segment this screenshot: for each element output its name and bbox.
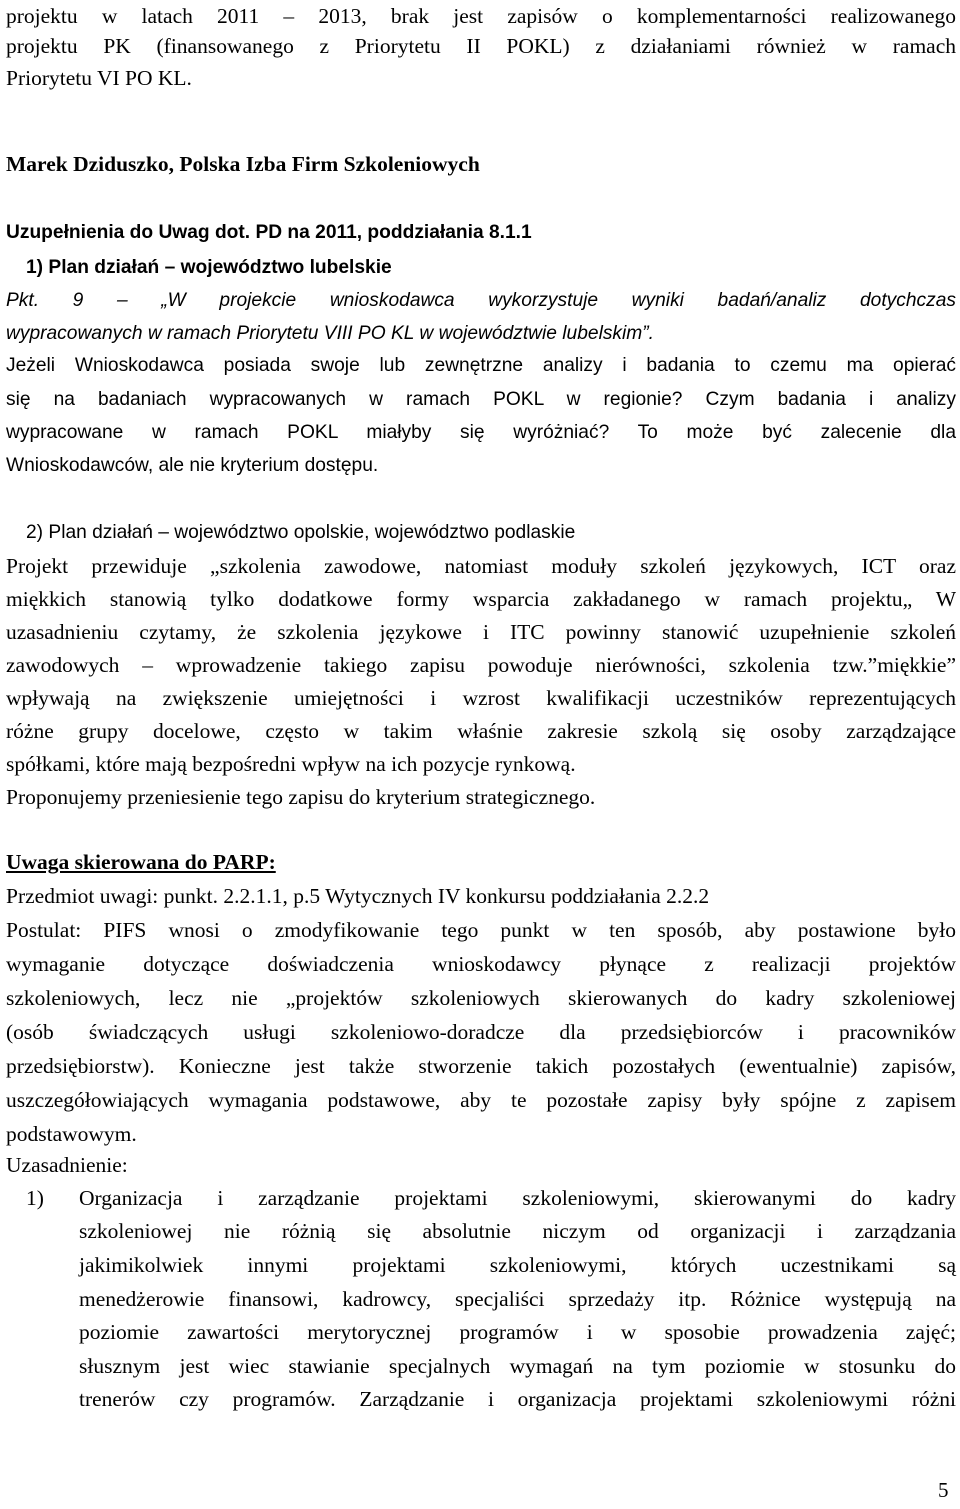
text-line: (osób świadczących usługi szkoleniowo-doradcze dla przedsiębiorców i pracowników — [6, 1020, 956, 1044]
text-line: Pkt. 9 – „W projekcie wnioskodawca wykorzystuje wyniki badań/analiz dotychczas — [6, 290, 956, 311]
text-line: szkoleniowych, lecz nie „projektów szkoleniowych skierowanych do kadry szkoleniowej — [6, 986, 956, 1010]
section-heading: Uzupełnienia do Uwag dot. PD na 2011, poddziałania 8.1.1 — [6, 222, 532, 243]
text-line: przedsiębiorstw). Konieczne jest także stworzenie takich pozostałych (ewentualnie) zapisów, — [6, 1054, 956, 1078]
subheading: 1) Plan działań – województwo lubelskie — [26, 257, 392, 278]
text-line: wypracowane w ramach POKL miałyby się wyróżniać? To może być zalecenie dla — [6, 422, 956, 443]
list-item-line: Organizacja i zarządzanie projektami szkoleniowymi, skierowanymi do kadry — [79, 1186, 956, 1210]
subheading: 2) Plan działań – województwo opolskie, województwo podlaskie — [26, 522, 576, 543]
list-item-line: szkoleniowej nie różnią się absolutnie niczym od organizacji i zarządzania — [79, 1219, 956, 1243]
text-line: Uzasadnienie: — [6, 1153, 128, 1177]
list-item-line: menedżerowie finansowi, kadrowcy, specjaliści sprzedaży itp. Różnice występują na — [79, 1287, 956, 1311]
text-line: Priorytetu VI PO KL. — [6, 66, 192, 90]
section-heading: Uwaga skierowana do PARP: — [6, 850, 276, 874]
text-line: podstawowym. — [6, 1122, 137, 1146]
text-line: spółkami, które mają bezpośredni wpływ na ich pozycje rynkową. — [6, 752, 576, 776]
text-line: się na badaniach wypracowanych w ramach POKL w regionie? Czym badania i analizy — [6, 389, 956, 410]
text-line: projektu PK (finansowanego z Priorytetu II POKL) z działaniami również w ramach — [6, 34, 956, 58]
text-line: Wnioskodawców, ale nie kryterium dostępu. — [6, 455, 379, 476]
text-line: wymaganie dotyczące doświadczenia wnioskodawcy płynące z realizacji projektów — [6, 952, 956, 976]
text-line: Proponujemy przeniesienie tego zapisu do kryterium strategicznego. — [6, 785, 596, 809]
text-line: Jeżeli Wnioskodawca posiada swoje lub zewnętrzne analizy i badania to czemu ma opierać — [6, 355, 956, 376]
text-line: uszczegółowiających wymagania podstawowe, aby te pozostałe zapisy były spójne z zapisem — [6, 1088, 956, 1112]
text-line: zawodowych – wprowadzenie takiego zapisu powoduje nierówności, szkolenia tzw.”miękkie” — [6, 653, 956, 677]
list-item-line: słusznym jest wiec stawianie specjalnych wymagań na tym poziomie w stosunku do — [79, 1354, 956, 1378]
page-number: 5 — [938, 1478, 949, 1502]
text-line: projektu w latach 2011 – 2013, brak jest zapisów o komplementarności realizowanego — [6, 4, 956, 28]
section-heading: Marek Dziduszko, Polska Izba Firm Szkoleniowych — [6, 152, 480, 176]
text-line: Przedmiot uwagi: punkt. 2.2.1.1, p.5 Wytycznych IV konkursu poddziałania 2.2.2 — [6, 884, 710, 908]
list-item-line: jakimikolwiek innymi projektami szkoleniowymi, których uczestnikami są — [79, 1253, 956, 1277]
list-item-line: trenerów czy programów. Zarządzanie i organizacja projektami szkoleniowymi różni — [79, 1387, 956, 1411]
list-item-line: poziomie zawartości merytorycznej programów i w sposobie prowadzenia zajęć; — [79, 1320, 956, 1344]
list-marker: 1) — [26, 1186, 44, 1210]
text-line: Projekt przewiduje „szkolenia zawodowe, natomiast moduły szkoleń językowych, ICT oraz — [6, 554, 956, 578]
text-line: wypracowanych w ramach Priorytetu VIII PO KL w województwie lubelskim”. — [6, 323, 654, 344]
text-line: różne grupy docelowe, często w takim właśnie zakresie szkolą się osoby zarządzające — [6, 719, 956, 743]
text-line: wpływają na zwiększenie umiejętności i wzrost kwalifikacji uczestników reprezentujących — [6, 686, 956, 710]
text-line: Postulat: PIFS wnosi o zmodyfikowanie tego punkt w ten sposób, aby postawione było — [6, 918, 956, 942]
text-line: miękkich stanowią tylko dodatkowe formy wsparcia zakładanego w ramach projektu„ W — [6, 587, 956, 611]
text-line: uzasadnieniu czytamy, że szkolenia językowe i ITC powinny stanowić uzupełnienie szkoleń — [6, 620, 956, 644]
